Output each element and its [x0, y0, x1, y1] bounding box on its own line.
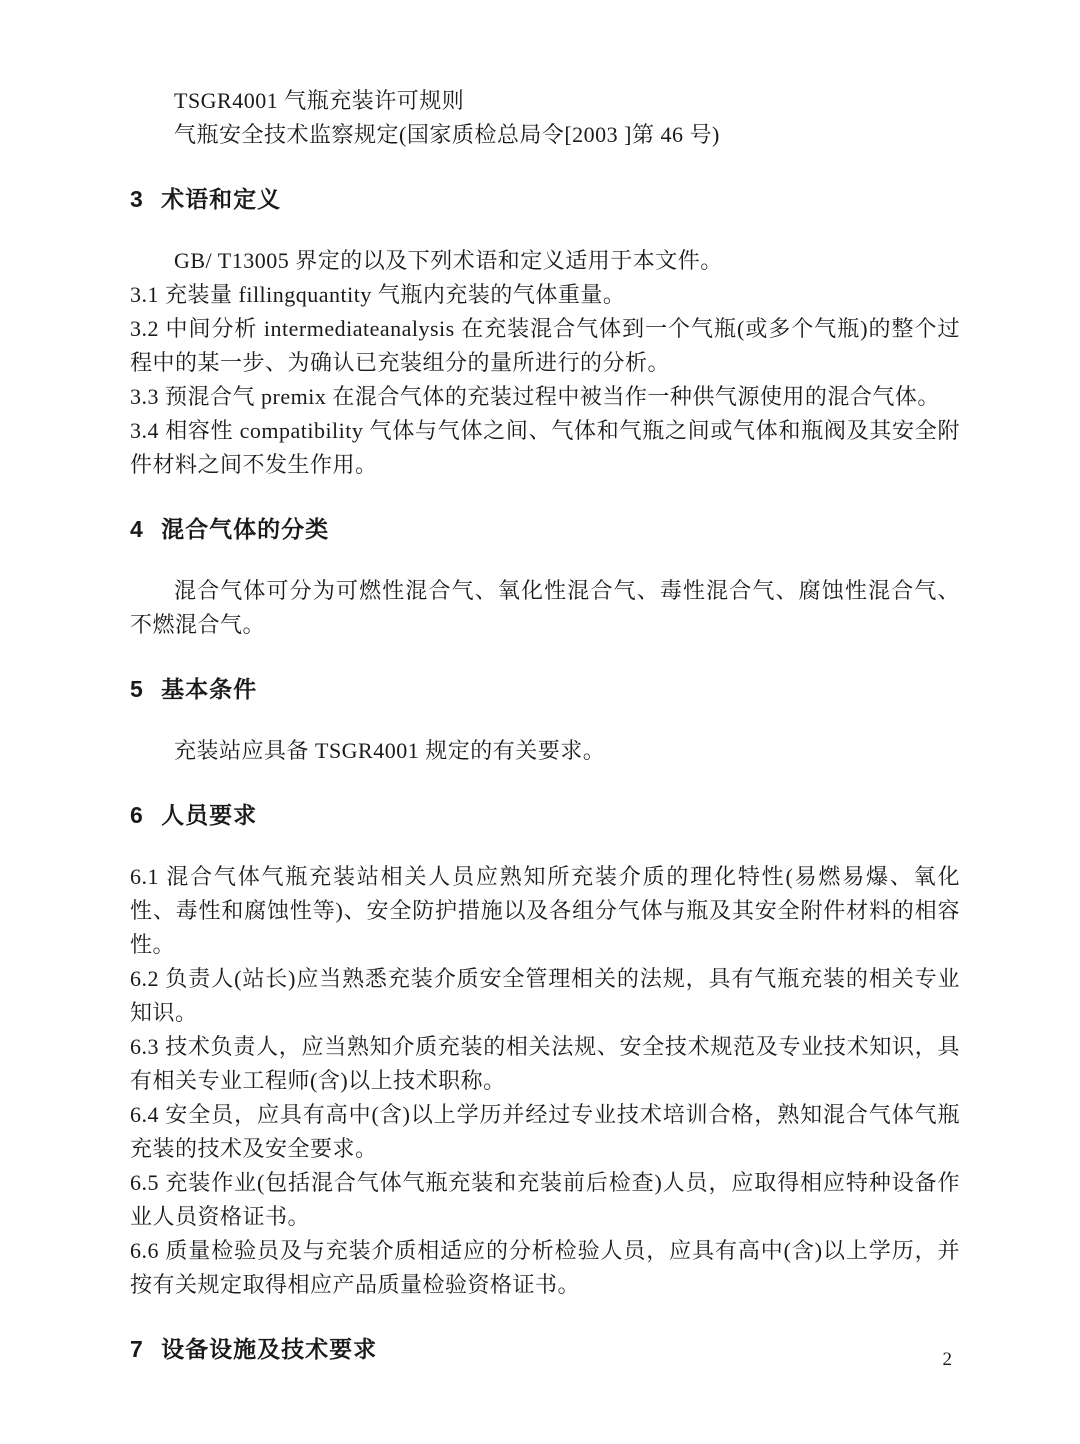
page-number: 2: [942, 1349, 952, 1370]
clause-3-1: 3.1 充装量 fillingquantity 气瓶内充装的气体重量。: [130, 282, 626, 307]
reference-line: TSGR4001 气瓶充装许可规则: [174, 88, 465, 113]
page-content: [130, 84, 960, 1394]
section-heading-terms: 3 术语和定义: [130, 186, 282, 212]
clause-6-6: 6.6 质量检验员及与充装介质相适应的分析检验人员，应具有高中(含)以上学历，并按有关规定取得相应产品质量检验资格证书。: [130, 1238, 960, 1297]
clause-3-4: 3.4 相容性 compatibility 气体与气体之间、气体和气瓶之间或气体和瓶阀及其安全附件材料之间不发生作用。: [130, 418, 960, 477]
clause-6-2: 6.2 负责人(站长)应当熟悉充装介质安全管理相关的法规，具有气瓶充装的相关专业知识。: [130, 966, 960, 1025]
clause-3-3: 3.3 预混合气 premix 在混合气体的充装过程中被当作一种供气源使用的混合气体。: [130, 384, 940, 409]
section-heading-personnel: 6 人员要求: [130, 802, 258, 828]
clause-3-2: 3.2 中间分析 intermediateanalysis 在充装混合气体到一个气瓶(或多个气瓶)的整个过程中的某一步、为确认已充装组分的量所进行的分析。: [130, 316, 960, 375]
section-heading-basic-conditions: 5 基本条件: [130, 676, 258, 702]
section-classification-paragraph: 混合气体可分为可燃性混合气、氧化性混合气、毒性混合气、腐蚀性混合气、不燃混合气。: [130, 578, 960, 637]
reference-line: 气瓶安全技术监察规定(国家质检总局令[2003 ]第 46 号): [174, 122, 720, 147]
section-basic-conditions-paragraph: 充装站应具备 TSGR4001 规定的有关要求。: [174, 738, 606, 763]
section-terms-intro: GB/ T13005 界定的以及下列术语和定义适用于本文件。: [174, 248, 723, 273]
clause-6-1: 6.1 混合气体气瓶充装站相关人员应熟知所充装介质的理化特性(易燃易爆、氧化性、毒性和腐蚀性等)、安全防护措施以及各组分气体与瓶及其安全附件材料的相容性。: [130, 864, 960, 957]
clause-6-5: 6.5 充装作业(包括混合气体气瓶充装和充装前后检查)人员，应取得相应特种设备作业人员资格证书。: [130, 1170, 960, 1229]
clause-6-3: 6.3 技术负责人，应当熟知介质充装的相关法规、安全技术规范及专业技术知识，具有相关专业工程师(含)以上技术职称。: [130, 1034, 960, 1093]
clause-6-4: 6.4 安全员，应具有高中(含)以上学历并经过专业技术培训合格，熟知混合气体气瓶充装的技术及安全要求。: [130, 1102, 960, 1161]
section-heading-equipment: 7 设备设施及技术要求: [130, 1336, 378, 1362]
section-heading-classification: 4 混合气体的分类: [130, 516, 330, 542]
